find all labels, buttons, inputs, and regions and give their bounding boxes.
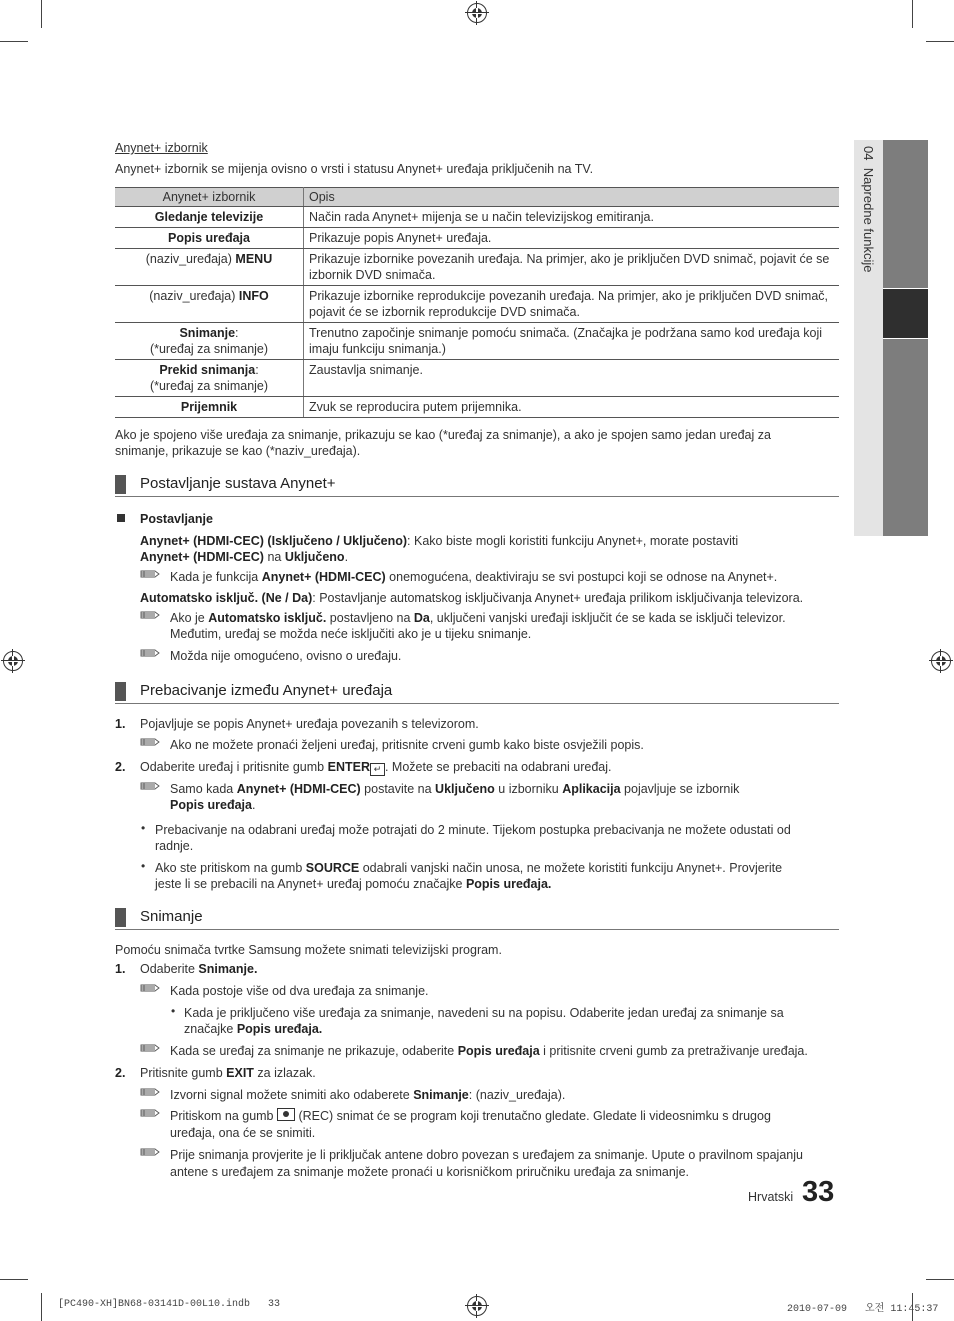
bullet-text: Prebacivanje na odabrani uređaj može potrajati do 2 minute. Tijekom postupka prebacivanja ne možete odustati od: [155, 823, 791, 837]
step-number: 1.: [115, 717, 126, 731]
note-pencil-icon: [140, 780, 160, 792]
table-cell: Popis uređaja: [115, 228, 304, 249]
intro-heading: Anynet+ izbornik: [115, 141, 208, 155]
note-text: antene s uređajem za snimanje možete pronaći u korisničkom priručniku uređaja za snimanje.: [170, 1165, 690, 1179]
registration-mark-icon: [931, 651, 951, 671]
paragraph: Anynet+ (HDMI-CEC) (Isključeno / Uključeno): Kako biste mogli koristiti funkciju Anynet+, morate postaviti: [140, 534, 739, 548]
crop-mark: [0, 41, 28, 42]
table-cell: Gledanje televizije: [115, 207, 304, 228]
note-text: Ako je Automatsko isključ. postavljeno na Da, uključeni vanjski uređaji isključit će se kada se isključi televizor.: [170, 611, 786, 625]
bullet-text: Kada je priključeno više uređaja za snimanje, navedeni su na popisu. Odaberite jedan uređaj za snimanje sa: [184, 1006, 784, 1020]
side-tab-bar-active: [883, 289, 928, 338]
note-pencil-icon: [140, 1086, 160, 1098]
table-row: [115, 360, 839, 397]
table-cell: Prijemnik: [115, 397, 304, 418]
table-header: Anynet+ izbornik: [115, 188, 304, 207]
note-text: Kada se uređaj za snimanje ne prikazuje, odaberite Popis uređaja i pritisnite crveni gumb za pretraživanje uređaja.: [170, 1044, 808, 1058]
section-bar: [115, 908, 126, 927]
table-row: [115, 249, 839, 286]
paragraph: Automatsko isključ. (Ne / Da): Postavljanje automatskog isključivanja Anynet+ uređaja prilikom isključivanja televizora.: [140, 591, 804, 605]
bullet-label: Postavljanje: [140, 512, 213, 526]
footer-language: Hrvatski: [748, 1190, 794, 1204]
step-text: Odaberite Snimanje.: [140, 962, 258, 976]
paragraph: Anynet+ (HDMI-CEC) na Uključeno.: [140, 550, 349, 564]
section-heading: [115, 907, 839, 930]
registration-mark-icon: [467, 1296, 487, 1316]
page-number: 33: [802, 1176, 835, 1208]
bullet-text: Ako ste pritiskom na gumb SOURCE odabrali vanjski način unosa, ne možete koristiti funkciju Anynet+. Provjerite: [155, 861, 783, 875]
table-row: [115, 323, 839, 360]
table-cell: Prikazuje popis Anynet+ uređaja.: [304, 228, 840, 249]
note-text: Ako ne možete pronaći željeni uređaj, pritisnite crveni gumb kako biste osvježili popis.: [170, 738, 644, 752]
anynet-menu-table: [115, 187, 839, 418]
note-text: Kada je funkcija Anynet+ (HDMI-CEC) onemogućena, deaktiviraju se svi postupci koji se odnose na Anynet+.: [170, 570, 778, 584]
bullet-text: značajke Popis uređaja.: [184, 1022, 323, 1036]
table-header-row: [115, 188, 839, 207]
crop-mark: [41, 1293, 42, 1321]
section-bar: [115, 682, 126, 701]
section-heading: [115, 474, 839, 497]
table-cell: Prekid snimanja: (*uređaj za snimanje): [115, 360, 304, 397]
table-cell: Prikazuje izbornike reprodukcije povezanih uređaja. Na primjer, ako je priključen DVD snimač, pojavit će se izbornik reprodukcije DVD snimača.: [304, 286, 840, 323]
crop-mark: [0, 1279, 28, 1280]
side-tab-bar: [883, 140, 928, 288]
note-text: Samo kada Anynet+ (HDMI-CEC) postavite na Uključeno u izborniku Aplikacija pojavljuje se izbornik: [170, 782, 740, 796]
table-cell: (naziv_uređaja) MENU: [115, 249, 304, 286]
note-text: uređaja, ona će se snimiti.: [170, 1126, 316, 1140]
bullet-text: jeste li se prebacili na Anynet+ uređaj pomoću značajke Popis uređaja.: [155, 877, 552, 891]
table-cell: (naziv_uređaja) INFO: [115, 286, 304, 323]
table-row: [115, 397, 839, 418]
dot-bullet-icon: •: [171, 1004, 176, 1018]
section-title: Snimanje: [140, 908, 203, 925]
registration-mark-icon: [467, 3, 487, 23]
table-row: [115, 207, 839, 228]
step-number: 1.: [115, 962, 126, 976]
enter-icon: ↵: [370, 763, 385, 776]
note-pencil-icon: [140, 1042, 160, 1054]
after-table-text: Ako je spojeno više uređaja za snimanje, prikazuju se kao (*uređaj za snimanje), a ako je spojen samo jedan uređaj za: [115, 428, 771, 442]
table-header: Opis: [304, 188, 840, 207]
table-cell: Zaustavlja snimanje.: [304, 360, 840, 397]
side-tab-bar: [883, 339, 928, 536]
section-heading: [115, 681, 839, 704]
print-file-info: [PC490-XH]BN68-03141D-00L10.indb 33: [58, 1299, 281, 1310]
registration-mark-icon: [3, 651, 23, 671]
crop-mark: [926, 1279, 954, 1280]
dot-bullet-icon: •: [141, 821, 146, 835]
section-title: Prebacivanje između Anynet+ uređaja: [140, 682, 393, 699]
table-row: [115, 286, 839, 323]
table-cell: Zvuk se reproducira putem prijemnika.: [304, 397, 840, 418]
table-cell: Snimanje: (*uređaj za snimanje): [115, 323, 304, 360]
step-text: Odaberite uređaj i pritisnite gumb ENTER ↵ . Možete se prebaciti na odabrani uređaj.: [140, 760, 612, 774]
square-bullet-icon: [117, 514, 125, 522]
note-text: Popis uređaja.: [170, 798, 256, 812]
crop-mark: [926, 41, 954, 42]
note-text: Možda nije omogućeno, ovisno o uređaju.: [170, 649, 402, 663]
note-pencil-icon: [140, 609, 160, 621]
intro-text: Anynet+ izbornik se mijenja ovisno o vrsti i statusu Anynet+ uređaja priključenih na TV.: [115, 162, 594, 176]
note-text: Izvorni signal možete snimiti ako odaberete Snimanje: (naziv_uređaja).: [170, 1088, 566, 1102]
section-intro: Pomoću snimača tvrtke Samsung možete snimati televizijski program.: [115, 943, 502, 957]
rec-button-icon: [277, 1108, 295, 1121]
note-text: Međutim, uređaj se možda neće isključiti ako je u tijeku snimanje.: [170, 627, 532, 641]
crop-mark: [912, 0, 913, 28]
table-row: [115, 228, 839, 249]
note-pencil-icon: [140, 647, 160, 659]
print-date-info: 2010-07-09 오전 11:45:37: [787, 1304, 939, 1315]
step-number: 2.: [115, 760, 126, 774]
step-number: 2.: [115, 1066, 126, 1080]
table-cell: Način rada Anynet+ mijenja se u način televizijskog emitiranja.: [304, 207, 840, 228]
side-tab-label: 04 Napredne funkcije: [861, 146, 876, 273]
step-text: Pritisnite gumb EXIT za izlazak.: [140, 1066, 316, 1080]
crop-mark: [41, 0, 42, 28]
note-pencil-icon: [140, 736, 160, 748]
section-bar: [115, 475, 126, 494]
table-cell: Prikazuje izbornike povezanih uređaja. Na primjer, ako je priključen DVD snimač, pojavit će se izbornik DVD snimača.: [304, 249, 840, 286]
note-text: Prije snimanja provjerite je li priključak antene dobro povezan s uređajem za snimanje. Upute o pravilnom spajanju: [170, 1148, 803, 1162]
dot-bullet-icon: •: [141, 859, 146, 873]
table-cell: Trenutno započinje snimanje pomoću snimača. (Značajka je podržana samo kod uređaja koji imaju funkciju snimanja.): [304, 323, 840, 360]
note-text: Pritiskom na gumb (REC) snimat će se program koji trenutačno gledate. Gledate li videosnimku s drugog: [170, 1109, 771, 1123]
bullet-text: radnje.: [155, 839, 194, 853]
after-table-text: snimanje, prikazuje se kao (*naziv_uređaja).: [115, 444, 361, 458]
note-pencil-icon: [140, 982, 160, 994]
note-pencil-icon: [140, 1107, 160, 1119]
section-title: Postavljanje sustava Anynet+: [140, 475, 336, 492]
note-text: Kada postoje više od dva uređaja za snimanje.: [170, 984, 429, 998]
step-text: Pojavljuje se popis Anynet+ uređaja povezanih s televizorom.: [140, 717, 479, 731]
note-pencil-icon: [140, 1146, 160, 1158]
note-pencil-icon: [140, 568, 160, 580]
